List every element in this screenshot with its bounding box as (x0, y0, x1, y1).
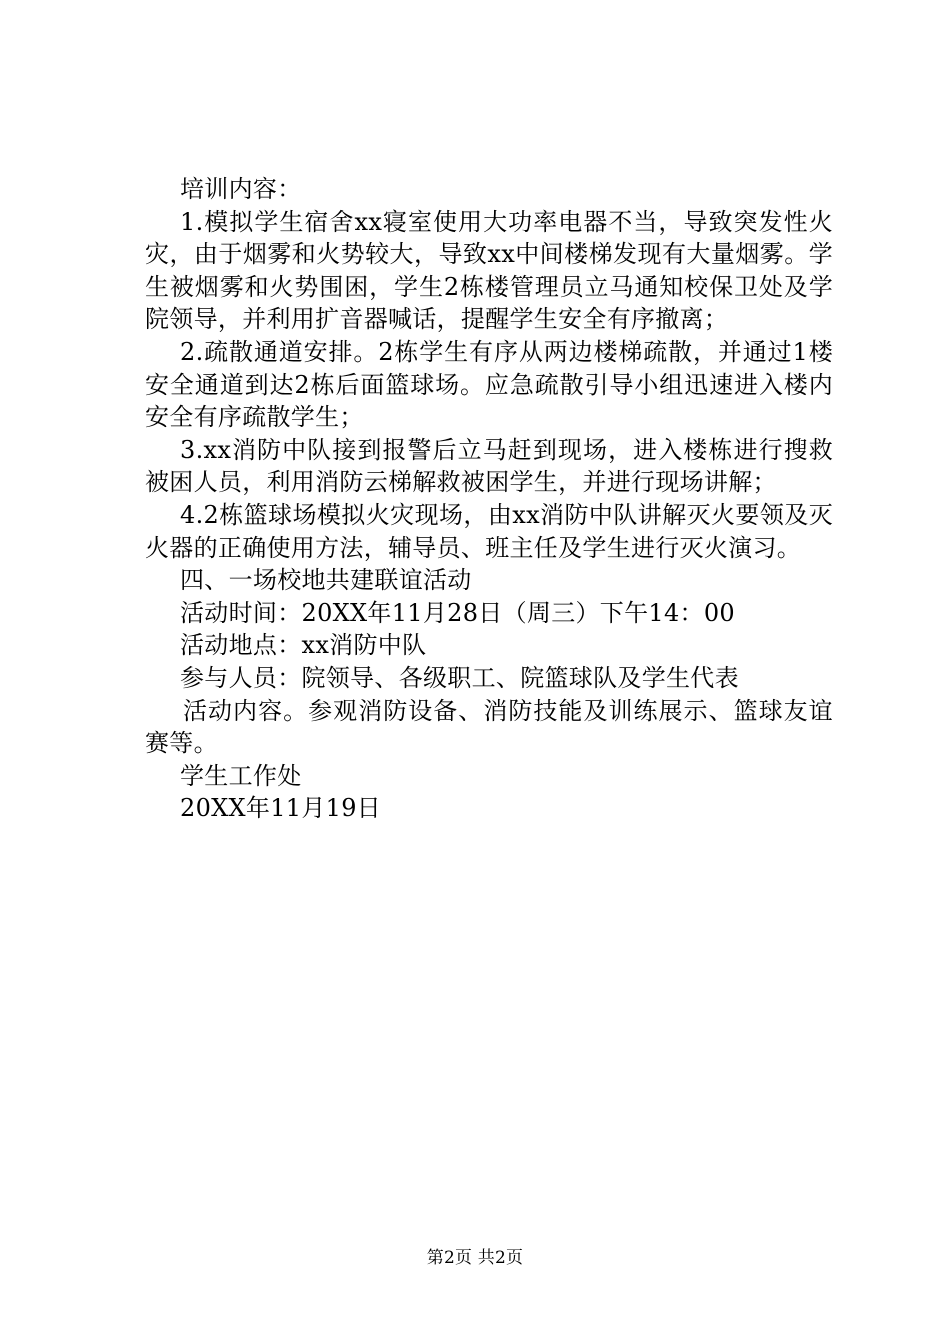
document-body (145, 173, 833, 825)
training-item-3: 3.xx消防中队接到报警后立马赶到现场，进入楼栋进行搜救被困人员，利用消防云梯解救被困学生，并进行现场讲解； (145, 435, 833, 497)
activity-location: 活动地点：xx消防中队 (180, 631, 427, 660)
training-item-4: 4.2栋篮球场模拟火灾现场，由xx消防中队讲解灭火要领及灭火器的正确使用方法，辅导员、班主任及学生进行灭火演习。 (145, 500, 833, 562)
participants: 参与人员：院领导、各级职工、院篮球队及学生代表 (180, 663, 739, 692)
activity-time: 活动时间：20XX年11月28日（周三）下午14：00 (180, 598, 735, 627)
section-heading-four: 四、一场校地共建联谊活动 (180, 566, 472, 595)
activity-content: 活动内容。参观消防设备、消防技能及训练展示、篮球友谊赛等。 (145, 696, 833, 758)
page-number-footer: 第2页 共2页 (426, 1248, 524, 1268)
training-content-heading: 培训内容： (180, 175, 302, 203)
signature-office: 学生工作处 (180, 761, 302, 790)
signature-date: 20XX年11月19日 (180, 794, 382, 823)
training-item-1: 1.模拟学生宿舍xx寝室使用大功率电器不当，导致突发性火灾，由于烟雾和火势较大，导致xx中间楼梯发现有大量烟雾。学生被烟雾和火势围困，学生2栋楼管理员立马通知校保卫处及学院领导，并利用扩音器喊话，提醒学生安全有序撤离； (145, 207, 833, 334)
training-item-2: 2.疏散通道安排。2栋学生有序从两边楼梯疏散，并通过1楼安全通道到达2栋后面篮球场。应急疏散引导小组迅速进入楼内安全有序疏散学生； (145, 337, 833, 432)
